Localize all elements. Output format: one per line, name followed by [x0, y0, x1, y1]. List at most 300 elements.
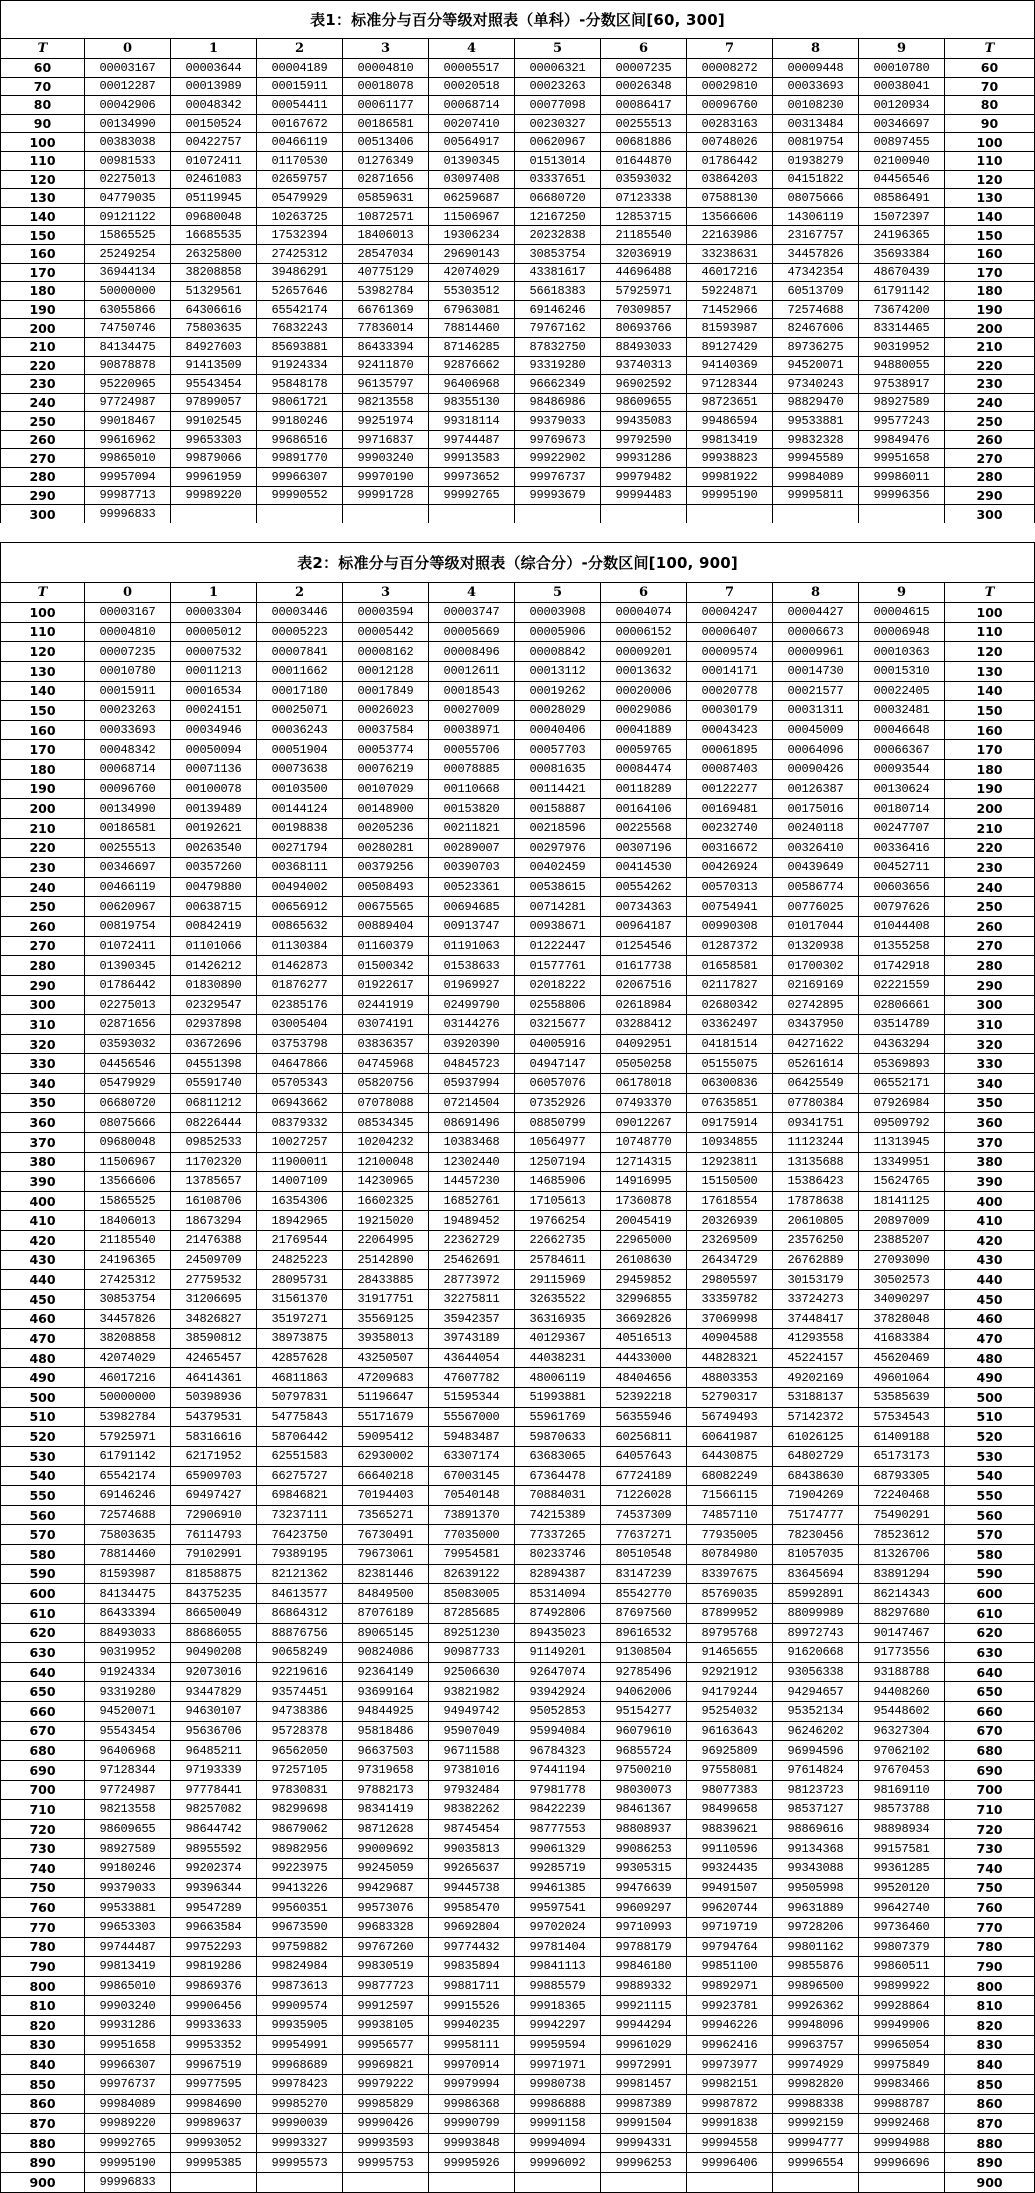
table-cell: 25142890: [343, 1250, 429, 1270]
table-cell: 00180714: [859, 799, 945, 819]
table-cell: 00017180: [257, 681, 343, 701]
table-cell: 99938105: [343, 2016, 429, 2036]
row-label-right: 860: [945, 2094, 1035, 2114]
table-cell: 99912597: [343, 1996, 429, 2016]
table-cell: 99968689: [257, 2055, 343, 2075]
table-cell: 11506967: [85, 1152, 171, 1172]
table-cell: 12507194: [515, 1152, 601, 1172]
table-cell: 96406968: [85, 1741, 171, 1761]
table-row: [1, 642, 1035, 662]
table-cell: 97724987: [85, 1780, 171, 1800]
table-cell: 00029086: [601, 701, 687, 721]
table-cell: 87899952: [687, 1603, 773, 1623]
table-cell: 96246202: [773, 1721, 859, 1741]
table-row: [1, 1348, 1035, 1368]
table-cell: 98382262: [429, 1800, 515, 1820]
table-cell: 00167672: [257, 114, 343, 133]
row-label-left: 490: [1, 1368, 85, 1388]
table-cell: 95636706: [171, 1721, 257, 1741]
table-cell: 00004810: [85, 622, 171, 642]
table-row: [1, 701, 1035, 721]
table-cell: [429, 505, 515, 524]
table-cell: 99963757: [773, 2035, 859, 2055]
table-cell: 01320938: [773, 936, 859, 956]
table-cell: 43381617: [515, 263, 601, 282]
table-row: [1, 77, 1035, 96]
table-row: [1, 1407, 1035, 1427]
table-cell: 87697560: [601, 1603, 687, 1623]
table-cell: 75803635: [85, 1525, 171, 1545]
table-row: [1, 681, 1035, 701]
table-row: [1, 356, 1035, 375]
table-cell: 01538633: [429, 956, 515, 976]
table-cell: 60256811: [601, 1427, 687, 1447]
table-row: [1, 740, 1035, 760]
table-cell: 97670453: [859, 1760, 945, 1780]
row-label-right: 550: [945, 1486, 1035, 1506]
row-label-right: 370: [945, 1132, 1035, 1152]
header-digit-5: 5: [515, 583, 601, 603]
table-cell: 00247707: [859, 818, 945, 838]
table-cell: 95994084: [515, 1721, 601, 1741]
table-cell: 99885579: [515, 1976, 601, 1996]
table-cell: 86650049: [171, 1603, 257, 1623]
table-cell: 02558806: [515, 995, 601, 1015]
table-cell: 99841113: [515, 1957, 601, 1977]
table-row: [1, 1682, 1035, 1702]
table-cell: 00169481: [687, 799, 773, 819]
table-cell: 10872571: [343, 207, 429, 226]
table-cell: 94520071: [773, 356, 859, 375]
table-cell: 01276349: [343, 151, 429, 170]
table-title-row: [1, 543, 1035, 583]
table-cell: 68793305: [859, 1466, 945, 1486]
table-cell: 99996554: [773, 2153, 859, 2173]
row-label-left: 180: [1, 760, 85, 780]
table-cell: 35942357: [429, 1309, 515, 1329]
row-label-right: 140: [945, 207, 1035, 226]
table-cell: 00027009: [429, 701, 515, 721]
table-cell: 99865010: [85, 1976, 171, 1996]
table-cell: 99962416: [687, 2035, 773, 2055]
table-cell: 01044408: [859, 917, 945, 937]
table-cell: 01500342: [343, 956, 429, 976]
row-label-right: 390: [945, 1172, 1035, 1192]
table-row: [1, 1545, 1035, 1565]
table-cell: 04647866: [257, 1054, 343, 1074]
row-label-right: 160: [945, 244, 1035, 263]
table-cell: 01786442: [687, 151, 773, 170]
table-cell: 93942924: [515, 1682, 601, 1702]
table-cell: 15386423: [773, 1172, 859, 1192]
row-label-left: 370: [1, 1132, 85, 1152]
table-row: [1, 1466, 1035, 1486]
table-cell: 04745968: [343, 1054, 429, 1074]
table-row: [1, 1564, 1035, 1584]
table-cell: 01922617: [343, 975, 429, 995]
table-cell: 00508493: [343, 877, 429, 897]
table-cell: 93319280: [515, 356, 601, 375]
row-label-right: 190: [945, 300, 1035, 319]
row-label-right: 230: [945, 375, 1035, 394]
row-label-left: 400: [1, 1191, 85, 1211]
row-label-left: 100: [1, 603, 85, 623]
row-label-right: 780: [945, 1937, 1035, 1957]
row-label-right: 520: [945, 1427, 1035, 1447]
table-row: [1, 207, 1035, 226]
table-cell: 02937898: [171, 1015, 257, 1035]
table-cell: [257, 505, 343, 524]
table-cell: 02441919: [343, 995, 429, 1015]
table-cell: 00110668: [429, 779, 515, 799]
table-cell: 00748026: [687, 133, 773, 152]
row-label-left: 230: [1, 858, 85, 878]
row-label-right: 400: [945, 1191, 1035, 1211]
row-label-right: 700: [945, 1780, 1035, 1800]
table-cell: 00084474: [601, 760, 687, 780]
table-cell: 00734363: [601, 897, 687, 917]
row-label-right: 750: [945, 1878, 1035, 1898]
table-cell: 89795768: [687, 1623, 773, 1643]
table-cell: 23269509: [687, 1231, 773, 1251]
table-cell: 32275811: [429, 1289, 515, 1309]
row-label-left: 300: [1, 505, 85, 524]
table-cell: 99223975: [257, 1859, 343, 1879]
table-cell: 39486291: [257, 263, 343, 282]
row-label-right: 240: [945, 393, 1035, 412]
table-cell: 00038971: [429, 720, 515, 740]
table-cell: 52657646: [257, 282, 343, 301]
table-cell: 29459852: [601, 1270, 687, 1290]
table-cell: 99896500: [773, 1976, 859, 1996]
table-cell: 00283163: [687, 114, 773, 133]
table-cell: 55961769: [515, 1407, 601, 1427]
table-cell: 00897455: [859, 133, 945, 152]
table-cell: 98644742: [171, 1819, 257, 1839]
table-cell: 30853754: [515, 244, 601, 263]
table-cell: 03864203: [687, 170, 773, 189]
table-cell: 83397675: [687, 1564, 773, 1584]
table-cell: 00068714: [85, 760, 171, 780]
table-cell: 88297680: [859, 1603, 945, 1623]
table-cell: 00018078: [343, 77, 429, 96]
row-label-right: 900: [945, 2173, 1035, 2193]
table-cell: 12714315: [601, 1152, 687, 1172]
table-cell: 97558081: [687, 1760, 773, 1780]
table-cell: 99996696: [859, 2153, 945, 2173]
table-cell: 56355946: [601, 1407, 687, 1427]
table-cell: 99966307: [85, 2055, 171, 2075]
table-cell: 50000000: [85, 282, 171, 301]
table-cell: 00158887: [515, 799, 601, 819]
table-cell: 01617738: [601, 956, 687, 976]
table-cell: 99891770: [257, 449, 343, 468]
table-cell: 00081635: [515, 760, 601, 780]
table-cell: 10748770: [601, 1132, 687, 1152]
table-cell: 00797626: [859, 897, 945, 917]
row-label-right: 200: [945, 319, 1035, 338]
table-cell: 37069998: [687, 1309, 773, 1329]
table-cell: 98869616: [773, 1819, 859, 1839]
row-label-right: 440: [945, 1270, 1035, 1290]
row-label-left: 360: [1, 1113, 85, 1133]
row-label-left: 150: [1, 701, 85, 721]
table-cell: 04947147: [515, 1054, 601, 1074]
row-label-right: 270: [945, 449, 1035, 468]
table-cell: 00007235: [85, 642, 171, 662]
table-cell: 99988787: [859, 2094, 945, 2114]
table-cell: 77637271: [601, 1525, 687, 1545]
table-row: [1, 1760, 1035, 1780]
table-cell: 05479929: [85, 1074, 171, 1094]
table-cell: 01287372: [687, 936, 773, 956]
header-digit-6: 6: [601, 39, 687, 59]
table-cell: 98927589: [85, 1839, 171, 1859]
table-row: [1, 2035, 1035, 2055]
table-cell: 00865632: [257, 917, 343, 937]
table-cell: 51196647: [343, 1388, 429, 1408]
table-cell: 99949906: [859, 2016, 945, 2036]
table-row: [1, 1957, 1035, 1977]
table-cell: 11702320: [171, 1152, 257, 1172]
table-cell: 02499790: [429, 995, 515, 1015]
table-row: [1, 897, 1035, 917]
table-cell: 15150500: [687, 1172, 773, 1192]
table-cell: 27093090: [859, 1250, 945, 1270]
table-cell: 96662349: [515, 375, 601, 394]
table-row: [1, 1250, 1035, 1270]
table-cell: 07493370: [601, 1093, 687, 1113]
table-cell: 03337651: [515, 170, 601, 189]
row-label-left: 120: [1, 170, 85, 189]
table-cell: 00603656: [859, 877, 945, 897]
row-label-left: 500: [1, 1388, 85, 1408]
table-cell: 00280281: [343, 838, 429, 858]
table-cell: 00003747: [429, 603, 515, 623]
table-cell: 99180246: [257, 412, 343, 431]
table-cell: 99813419: [85, 1957, 171, 1977]
table-cell: 65173173: [859, 1446, 945, 1466]
table-cell: 84927603: [171, 337, 257, 356]
table-cell: 85769035: [687, 1584, 773, 1604]
table-cell: 99577243: [859, 412, 945, 431]
table-cell: 00023263: [85, 701, 171, 721]
table-cell: 89127429: [687, 337, 773, 356]
table-cell: 45620469: [859, 1348, 945, 1368]
table-cell: 96925809: [687, 1741, 773, 1761]
row-label-left: 550: [1, 1486, 85, 1506]
table-cell: 02018222: [515, 975, 601, 995]
table-cell: 99710993: [601, 1917, 687, 1937]
table-cell: 52790317: [687, 1388, 773, 1408]
table-cell: 90147467: [859, 1623, 945, 1643]
table-row: [1, 799, 1035, 819]
row-label-right: 500: [945, 1388, 1035, 1408]
table-cell: [687, 2173, 773, 2193]
table-cell: 05820756: [343, 1074, 429, 1094]
table-cell: 00005442: [343, 622, 429, 642]
table-cell: 03593032: [601, 170, 687, 189]
table-cell: 92921912: [687, 1662, 773, 1682]
table-cell: 62930002: [343, 1446, 429, 1466]
table-cell: 00007235: [601, 59, 687, 78]
row-label-right: 120: [945, 170, 1035, 189]
table-cell: 81057035: [773, 1545, 859, 1565]
table-cell: 09121122: [85, 207, 171, 226]
table-cell: 00009448: [773, 59, 859, 78]
table-cell: 00026348: [601, 77, 687, 96]
table-cell: 98537127: [773, 1800, 859, 1820]
table-cell: 97614824: [773, 1760, 859, 1780]
table-cell: 99889332: [601, 1976, 687, 1996]
table-cell: 00066367: [859, 740, 945, 760]
table-cell: 16354306: [257, 1191, 343, 1211]
row-label-right: 220: [945, 838, 1035, 858]
table-row: [1, 1702, 1035, 1722]
table-cell: 99995385: [171, 2153, 257, 2173]
table-cell: 99849476: [859, 430, 945, 449]
table-cell: 89435023: [515, 1623, 601, 1643]
table-cell: 92411870: [343, 356, 429, 375]
table-cell: 00037584: [343, 720, 429, 740]
table-cell: 07926984: [859, 1093, 945, 1113]
row-label-right: 190: [945, 779, 1035, 799]
table-cell: 87146285: [429, 337, 515, 356]
table-cell: 57142372: [773, 1407, 859, 1427]
row-label-right: 840: [945, 2055, 1035, 2075]
table-cell: 08691496: [429, 1113, 515, 1133]
table-cell: 00071136: [171, 760, 257, 780]
table-cell: 00313484: [773, 114, 859, 133]
header-digit-6: 6: [601, 583, 687, 603]
table-cell: 86864312: [257, 1603, 343, 1623]
row-label-left: 230: [1, 375, 85, 394]
table-cell: 00042906: [85, 96, 171, 115]
table-cell: 76114793: [171, 1525, 257, 1545]
table-cell: 12100048: [343, 1152, 429, 1172]
table-cell: 30153179: [773, 1270, 859, 1290]
table-cell: 99379033: [85, 1878, 171, 1898]
table-cell: 99931286: [601, 449, 687, 468]
table-cell: 99982820: [773, 2074, 859, 2094]
table-cell: 27759532: [171, 1270, 257, 1290]
table-cell: 94630107: [171, 1702, 257, 1722]
table-cell: 29805597: [687, 1270, 773, 1290]
table-cell: 22163986: [687, 226, 773, 245]
table-cell: 94844925: [343, 1702, 429, 1722]
header-digit-8: 8: [773, 39, 859, 59]
row-label-right: 100: [945, 603, 1035, 623]
row-label-left: 710: [1, 1800, 85, 1820]
table-cell: 42074029: [85, 1348, 171, 1368]
table-cell: 59224871: [687, 282, 773, 301]
table-cell: 89972743: [773, 1623, 859, 1643]
row-label-left: 660: [1, 1702, 85, 1722]
table-cell: 00289007: [429, 838, 515, 858]
table-cell: 00964187: [601, 917, 687, 937]
row-label-right: 180: [945, 760, 1035, 780]
table-cell: 26434729: [687, 1250, 773, 1270]
table-cell: 97724987: [85, 393, 171, 412]
table-cell: 80233746: [515, 1545, 601, 1565]
table-cell: 84375235: [171, 1584, 257, 1604]
table-cell: 00030179: [687, 701, 773, 721]
table-cell: 00090426: [773, 760, 859, 780]
table-cell: 99986368: [429, 2094, 515, 2114]
table-cell: 98898934: [859, 1819, 945, 1839]
table-cell: 99781404: [515, 1937, 601, 1957]
table-cell: 91413509: [171, 356, 257, 375]
table-row: [1, 995, 1035, 1015]
table-cell: 00554262: [601, 877, 687, 897]
table-cell: 99719719: [687, 1917, 773, 1937]
table-cell: 94738386: [257, 1702, 343, 1722]
table-cell: 69846821: [257, 1486, 343, 1506]
table-cell: 00038041: [859, 77, 945, 96]
table-cell: 92219616: [257, 1662, 343, 1682]
table-cell: 72240468: [859, 1486, 945, 1506]
row-label-left: 280: [1, 956, 85, 976]
table-cell: 89251230: [429, 1623, 515, 1643]
table-cell: 00041889: [601, 720, 687, 740]
table-cell: 90490208: [171, 1643, 257, 1663]
table-cell: 99909574: [257, 1996, 343, 2016]
table-cell: 94408260: [859, 1682, 945, 1702]
table-cell: 99846180: [601, 1957, 687, 1977]
table-cell: 83891294: [859, 1564, 945, 1584]
table-cell: 94294657: [773, 1682, 859, 1702]
table-cell: 81593987: [85, 1564, 171, 1584]
row-label-left: 860: [1, 2094, 85, 2114]
table-cell: 98213558: [343, 393, 429, 412]
table-cell: 00013989: [171, 77, 257, 96]
table-cell: 99533881: [773, 412, 859, 431]
row-label-right: 680: [945, 1741, 1035, 1761]
row-label-left: 570: [1, 1525, 85, 1545]
table-cell: 77836014: [343, 319, 429, 338]
table-cell: 73565271: [343, 1505, 429, 1525]
table-cell: 96711588: [429, 1741, 515, 1761]
table-cell: 98982956: [257, 1839, 343, 1859]
table-cell: 21185540: [601, 226, 687, 245]
table-cell: 47342354: [773, 263, 859, 282]
table-cell: 00776025: [773, 897, 859, 917]
table-cell: 97538917: [859, 375, 945, 394]
table-cell: 36692826: [601, 1309, 687, 1329]
table-cell: 00023263: [515, 77, 601, 96]
table-cell: 00057703: [515, 740, 601, 760]
table-cell: 13566606: [85, 1172, 171, 1192]
table-cell: 05119945: [171, 189, 257, 208]
table-cell: 99899922: [859, 1976, 945, 1996]
table-cell: 96485211: [171, 1741, 257, 1761]
table-cell: 03074191: [343, 1015, 429, 1035]
table-row: [1, 1368, 1035, 1388]
table-cell: 00077098: [515, 96, 601, 115]
table-cell: 12302440: [429, 1152, 515, 1172]
row-label-left: 460: [1, 1309, 85, 1329]
table-cell: 99984089: [85, 2094, 171, 2114]
table-row: [1, 1898, 1035, 1918]
row-label-left: 790: [1, 1957, 85, 1977]
row-label-right: 260: [945, 430, 1035, 449]
table-cell: 99935905: [257, 2016, 343, 2036]
table-cell: 58316616: [171, 1427, 257, 1447]
table-cell: 03753798: [257, 1034, 343, 1054]
table-cell: 20045419: [601, 1211, 687, 1231]
row-label-left: 770: [1, 1917, 85, 1937]
table-cell: 03005404: [257, 1015, 343, 1035]
